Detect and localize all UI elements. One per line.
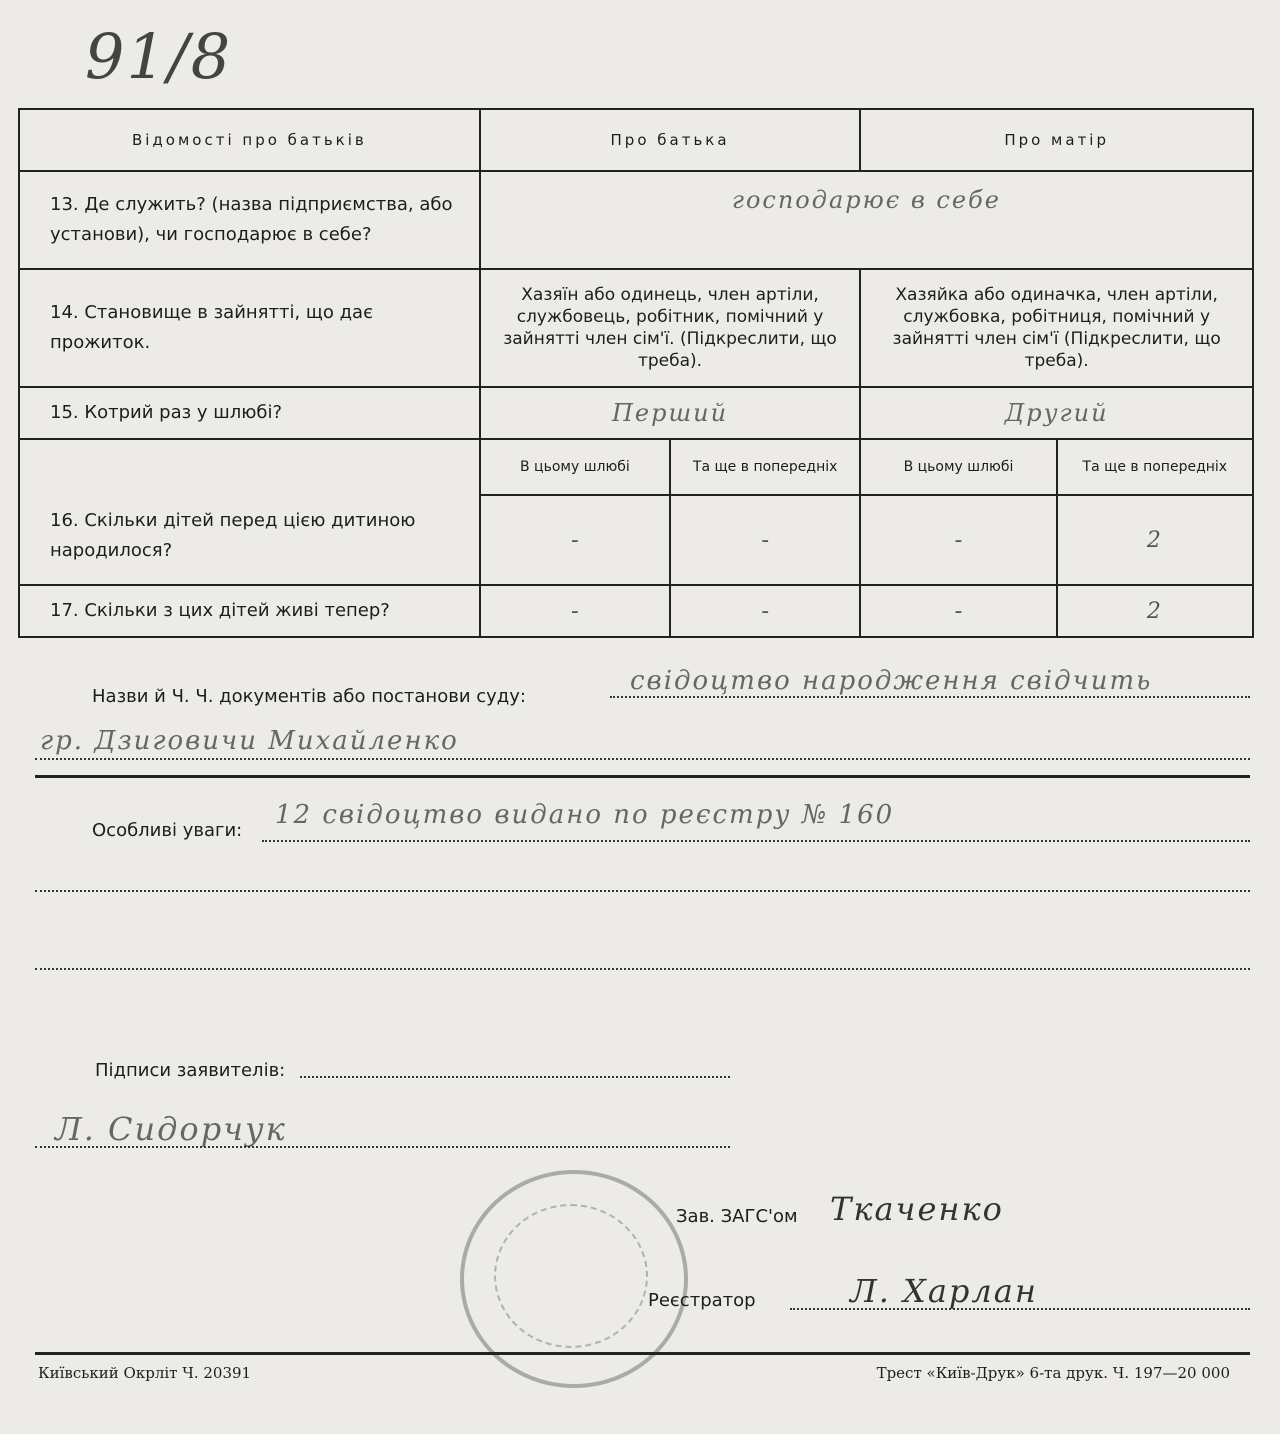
applicant-signature: Л. Сидорчук [55, 1110, 287, 1148]
notes-text: 12 свідоцтво видано по реєстру № 160 [275, 800, 895, 830]
answer-14-mother: Хазяйка або одиначка, член артіли, службовка, робітниця, помічний у зайнятті член сім'ї (Підкреслити, що треба). [860, 269, 1253, 387]
subheader-father-previous: Та ще в попередніх [670, 439, 860, 495]
answer-14-father: Хазяїн або одинець, член артіли, службовець, робітник, помічний у зайнятті член сім'ї. (Підкреслити, що треба). [480, 269, 861, 387]
registrar-label: Реєстратор [648, 1290, 756, 1311]
question-17: 17. Скільки з цих дітей живі тепер? [19, 585, 480, 637]
header-mother: Про матір [860, 109, 1253, 171]
q16-value: - [670, 495, 860, 585]
documents-line-1: свідоцтво народження свідчить [630, 666, 1153, 696]
documents-label: Назви й Ч. Ч. документів або постанови суду: [92, 686, 526, 707]
q17-value: 2 [1057, 585, 1253, 637]
header-father: Про батька [480, 109, 861, 171]
answer-15-father: Перший [480, 387, 861, 439]
subheader-mother-previous: Та ще в попередніх [1057, 439, 1253, 495]
zags-head-label: Зав. ЗАГС'ом [676, 1206, 798, 1227]
corner-number: 91/8 [85, 20, 233, 93]
header-parents-info: Відомості про батьків [19, 109, 480, 171]
registrar-signature: Л. Харлан [850, 1272, 1038, 1310]
footer-right: Трест «Київ-Друк» 6-та друк. Ч. 197—20 000 [876, 1364, 1230, 1382]
q16-value: - [860, 495, 1056, 585]
answer-15-mother: Другий [860, 387, 1253, 439]
footer-left: Київський Окрліт Ч. 20391 [38, 1364, 252, 1382]
q16-value: 2 [1057, 495, 1253, 585]
question-14: 14. Становище в зайнятті, що дає прожиток. [19, 269, 480, 387]
subheader-mother-this: В цьому шлюбі [860, 439, 1056, 495]
question-15: 15. Котрий раз у шлюбі? [19, 387, 480, 439]
q17-value: - [480, 585, 670, 637]
q17-value: - [670, 585, 860, 637]
question-13: 13. Де служить? (назва підприємства, або установи), чи господарює в себе? [19, 171, 480, 269]
parents-info-table [18, 108, 1254, 638]
question-16: 16. Скільки дітей перед цією дитиною народилося? [19, 439, 480, 585]
q17-value: - [860, 585, 1056, 637]
subheader-father-this: В цьому шлюбі [480, 439, 670, 495]
documents-line-2: гр. Дзиговичи Михайленко [40, 726, 459, 756]
answer-13: господарює в себе [480, 171, 1253, 269]
official-seal [460, 1170, 688, 1388]
zags-head-signature: Ткаченко [830, 1190, 1004, 1228]
q16-value: - [480, 495, 670, 585]
notes-label: Особливі уваги: [92, 820, 243, 841]
signatures-label: Підписи заявителів: [95, 1060, 286, 1081]
